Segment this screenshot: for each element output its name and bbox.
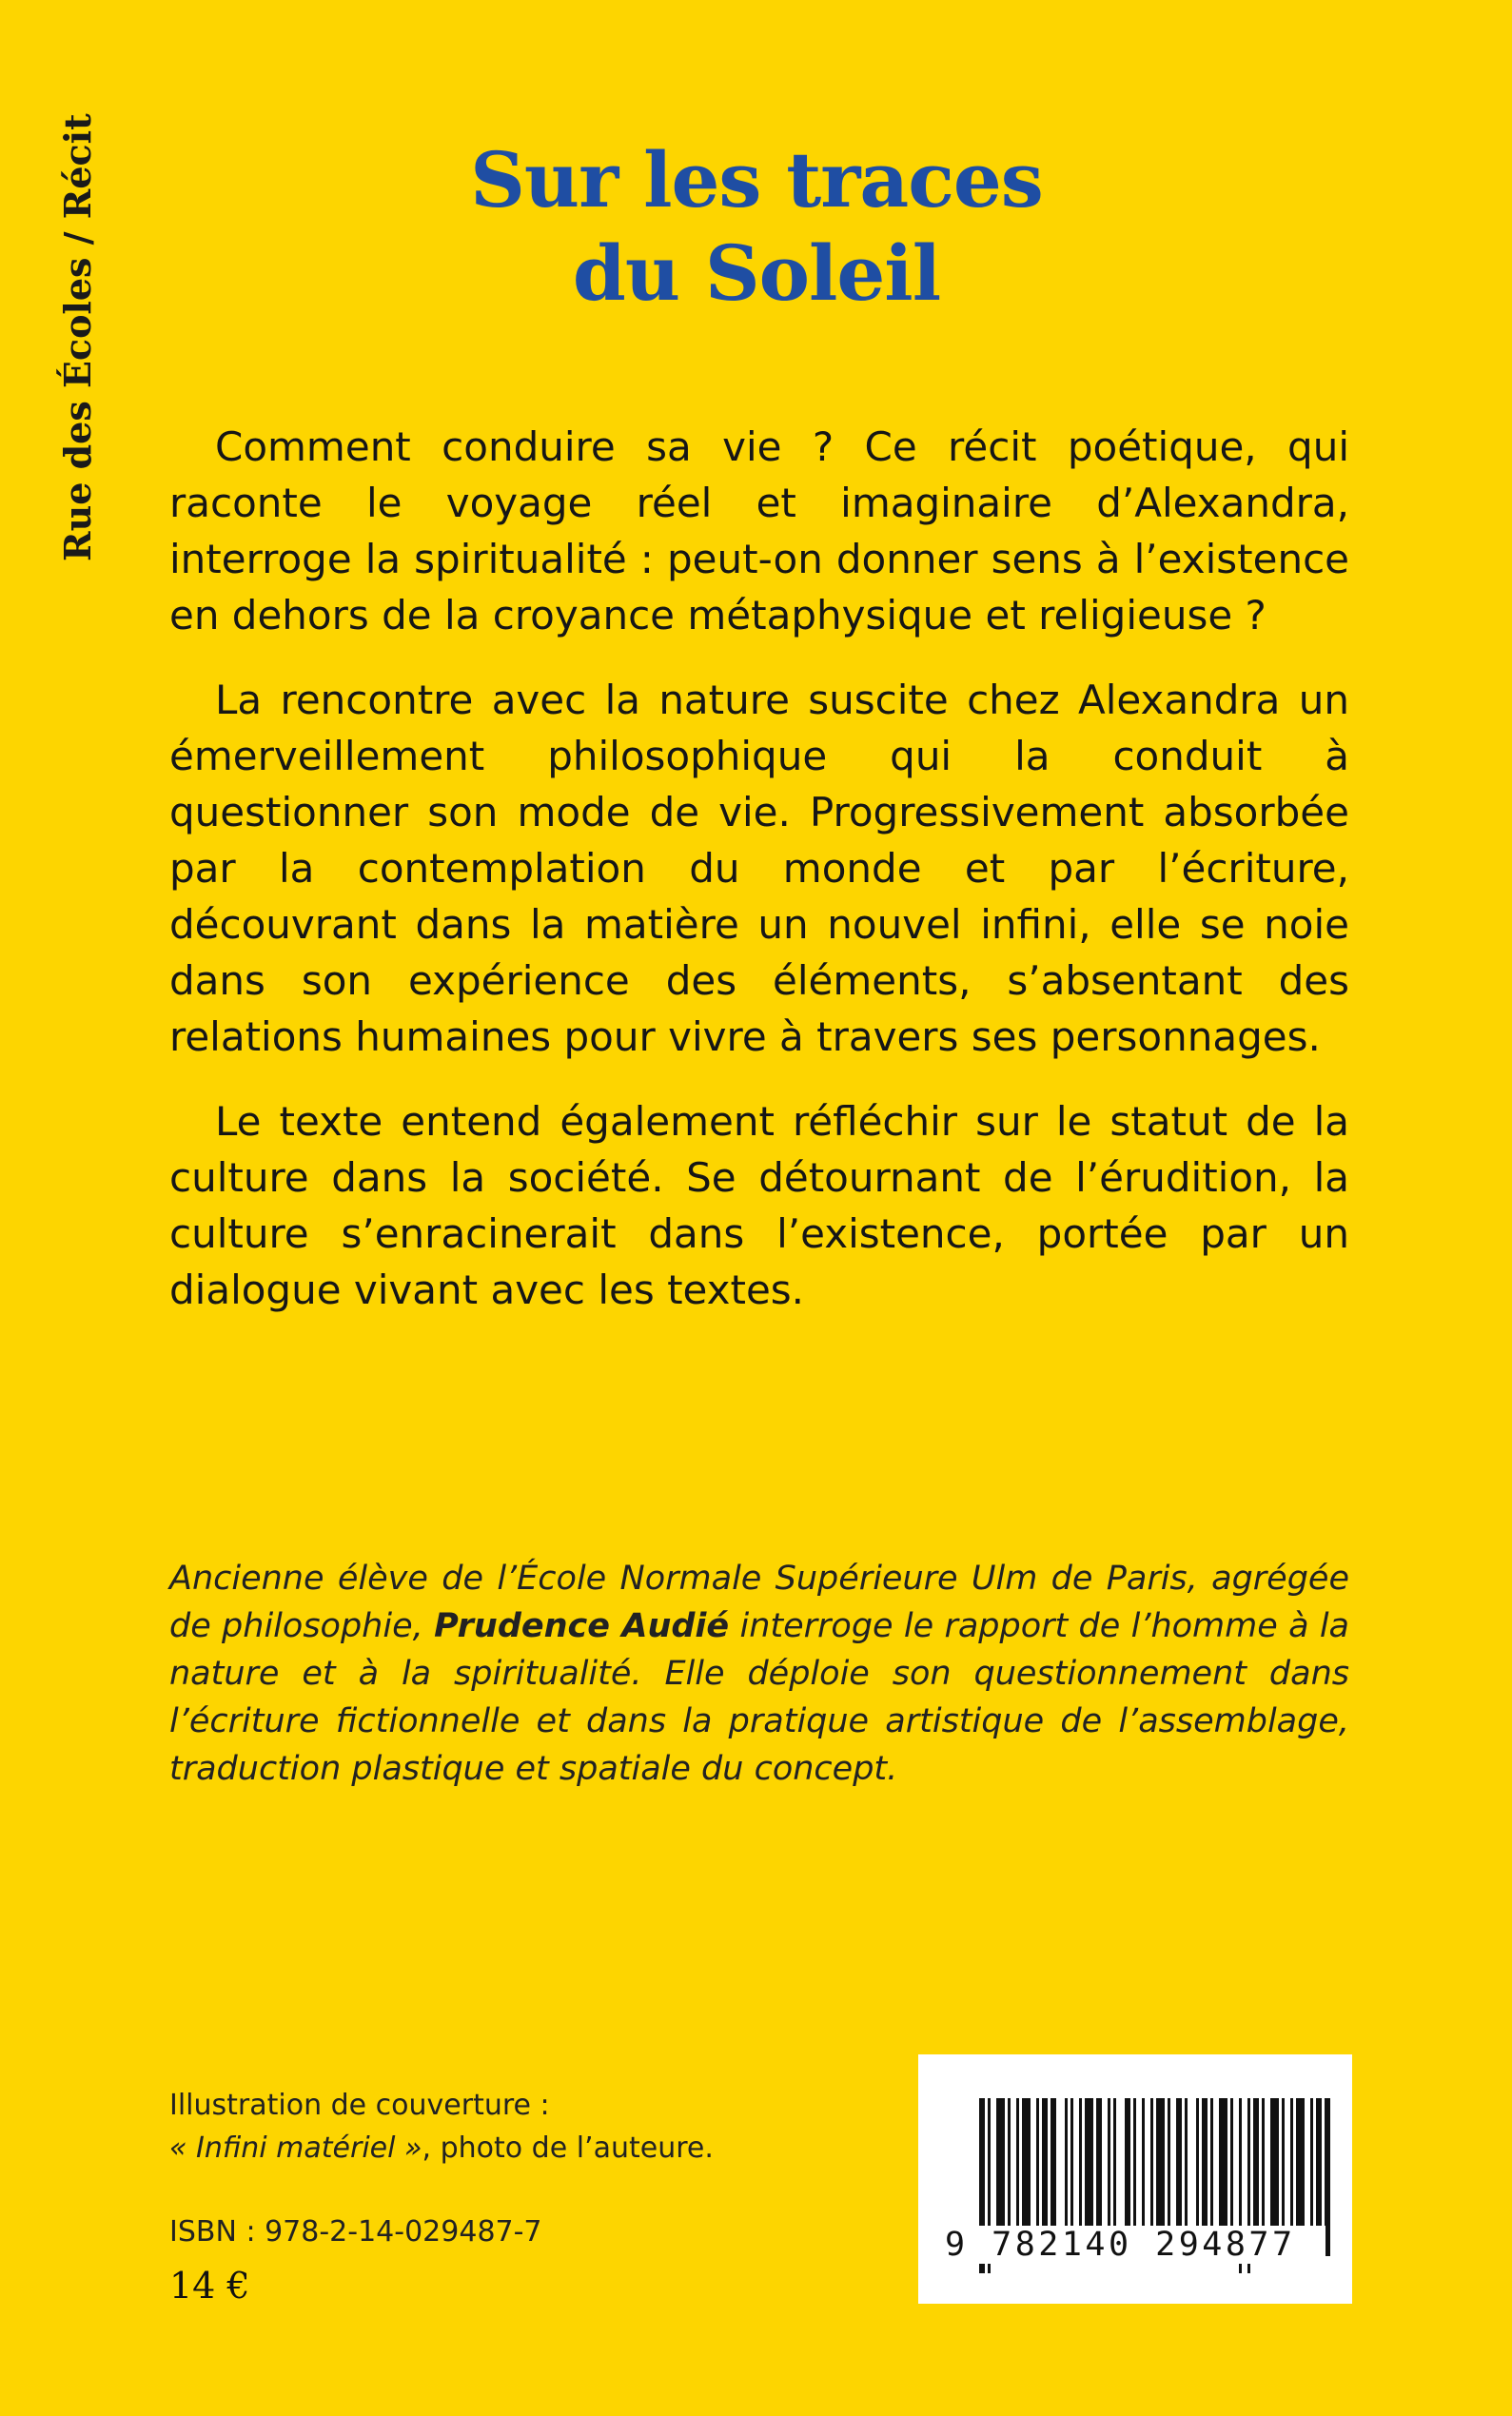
blurb-paragraph-3: Le texte entend également réfléchir sur le statut de la culture dans la société. Se détournant de l’érudition, la culture s’enracinerait dans l’existence, portée par un dialogue vivant avec les textes. [169, 1098, 1349, 1313]
credits-photo-note: , photo de l’auteure. [422, 2131, 714, 2165]
barcode [918, 2054, 1352, 2304]
title-line-1: Sur les traces [470, 135, 1043, 225]
author-bio [169, 1555, 1349, 1793]
blurb-paragraph-1: Comment conduire sa vie ? Ce récit poétique, qui raconte le voyage réel et imaginaire d’Alexandra, interroge la spiritualité : peut-on donner sens à l’existence en dehors de la croyance métaphysique et religieuse ? [169, 423, 1349, 638]
barcode-icon [918, 2054, 1352, 2304]
blurb-paragraph-2: La rencontre avec la nature suscite chez Alexandra un émerveillement philosophique qui la conduit à questionner son mode de vie. Progressivement absorbée par la contemplation du monde et par l’écriture, découvrant dans la matière un nouvel infini, elle se noie dans son expérience des éléments, s’absentant des relations humaines pour vivre à travers ses personnages. [169, 677, 1349, 1060]
credits-detail [169, 2127, 714, 2170]
credits-work-title: « Infini matériel » [169, 2131, 422, 2165]
credits-heading: Illustration de couverture : [169, 2089, 550, 2122]
barcode-digits: 9 782140 294877 [945, 2226, 1325, 2264]
bio-intro: Ancienne élève de l’École Normale Supérieure Ulm de Paris, agrégée de philosophie, [169, 1560, 1349, 1645]
author-name: Prudence Audié [434, 1607, 730, 1645]
spine-label: Rue des Écoles / Récit [56, 113, 99, 561]
blurb [169, 419, 1349, 1346]
cover-credits [169, 2084, 714, 2170]
title-line-2: du Soleil [572, 228, 941, 318]
isbn: ISBN : 978-2-14-029487-7 [169, 2215, 542, 2249]
bio-rest: interroge le rapport de l’homme à la nature et à la spiritualité. Elle déploie son questionnement dans l’écriture fictionnelle et dans la pratique artistique de l’assemblage, traduction plastique et spatiale du concept. [169, 1607, 1349, 1788]
book-title [266, 133, 1247, 320]
price: 14 € [169, 2265, 250, 2307]
